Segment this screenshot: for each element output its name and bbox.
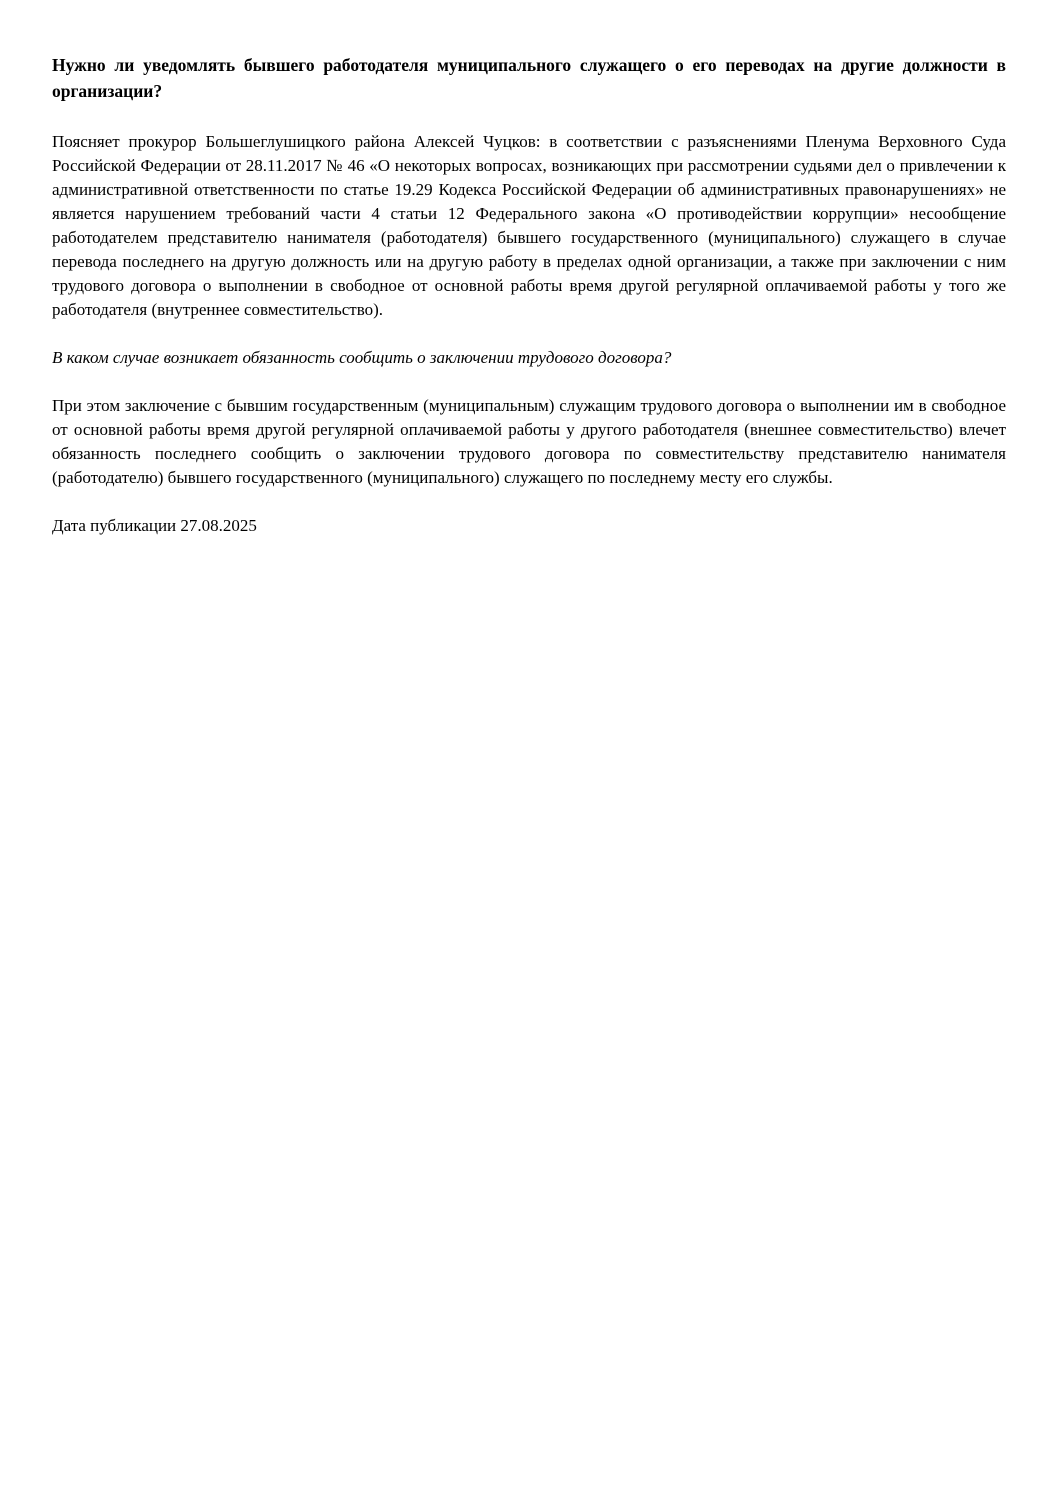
paragraph-question-italic: В каком случае возникает обязанность сообщить о заключении трудового договора? [52, 348, 672, 367]
paragraph-external-employment: При этом заключение с бывшим государственным (муниципальным) служащим трудового договора о выполнении им в свободное от основной работы время другой регулярной оплачиваемой работы у другого работодателя (внешнее совместительство) влечет обязанность последнего сообщить о заключении трудового договора по совместительству представителю нанимателя (работодателю) бывшего государственного (муниципального) служащего по последнему месту его службы. [52, 396, 1006, 487]
publication-date: Дата публикации 27.08.2025 [52, 516, 257, 535]
paragraph-prosecutor-explanation: Поясняет прокурор Большеглушицкого района Алексей Чуцков: в соответствии с разъяснениями Пленума Верховного Суда Российской Федерации от 28.11.2017 № 46 «О некоторых вопросах, возникающих при рассмотрении судьями дел о привлечении к административной ответственности по статье 19.29 Кодекса Российской Федерации об административных правонарушениях» не является нарушением требований части 4 статьи 12 Федерального закона «О противодействии коррупции» несообщение работодателем представителю нанимателя (работодателя) бывшего государственного (муниципального) служащего в случае перевода последнего на другую должность или на другую работу в пределах одной организации, а также при заключении с ним трудового договора о выполнении в свободное от основной работы время другой регулярной оплачиваемой работы у того же работодателя (внутреннее совместительство). [52, 132, 1006, 319]
document-title: Нужно ли уведомлять бывшего работодателя муниципального служащего о его переводах на другие должности в организации? [52, 55, 1006, 101]
